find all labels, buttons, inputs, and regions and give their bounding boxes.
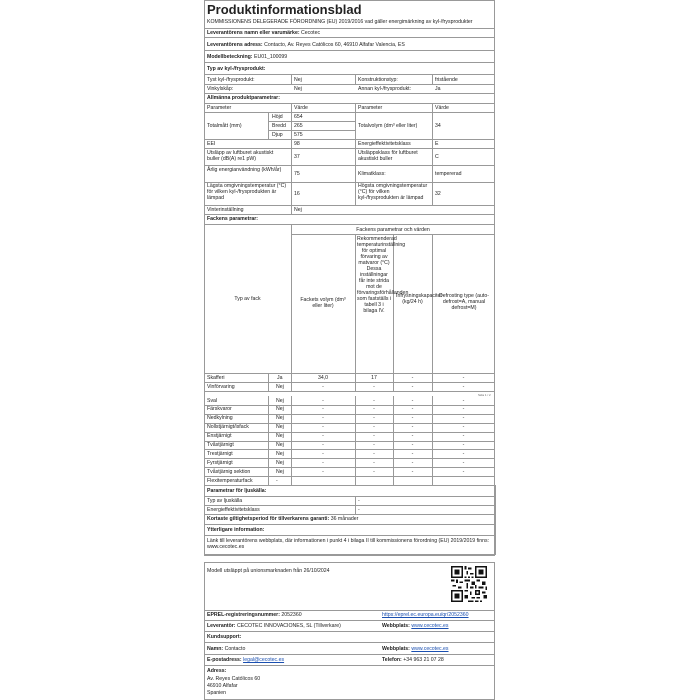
compartment-row-name: Skafferi [207, 375, 225, 381]
support-label: Kundsupport: [207, 634, 242, 640]
compartment-row-name: Nollstjärnigt/isfack [207, 424, 249, 431]
climate-class-value: tempererad [435, 171, 462, 177]
col-temperature: Rekommenderad temperaturinställning för optimal förvaring av matvaror (°C) Dessa inställningar får inte strida mot de förvaringsförhållanden som fastställs i tabell 3 i bilaga IV. [357, 236, 409, 314]
compartment-row-present: Nej [276, 433, 284, 440]
supplier-address-row: Leverantörens adress: Contacto, Av. Reyes Católicos 60, 46910 Alfafar Valencia, ES [207, 42, 405, 48]
col-divider [355, 396, 356, 485]
max-ambient-value: 32 [435, 191, 441, 197]
compartment-row-name: Enstjärnigt [207, 433, 232, 440]
compartment-row-name: Tvåstjärnig sektion [207, 468, 251, 475]
release-date: Modell utsläppt på unionsmarknaden från 26/10/2024 [207, 568, 330, 574]
compartment-row-present: - [276, 477, 278, 484]
compartment-row-value: - [462, 433, 465, 440]
light-class-value: - [358, 507, 360, 513]
noise-class-label: Utsläppsklass för luftburet akustiskt buller [358, 150, 418, 162]
compartment-row-value: - [411, 424, 414, 431]
compartment-row-present: Nej [276, 397, 284, 404]
col-divider [268, 396, 269, 485]
noise-class-value: C [435, 154, 439, 160]
compartment-row-temp: - [373, 384, 375, 390]
compartment-row-present: Nej [276, 468, 284, 475]
compartment-row-name: Tvåstjärnigt [207, 442, 234, 448]
compartment-row-value: - [322, 406, 324, 413]
total-volume-label: Totalvolym (dm³ eller liter) [358, 123, 418, 129]
type-row-2-label: Vinkylskåp: [207, 86, 234, 92]
depth-value: 575 [294, 132, 303, 138]
compartment-row-value: - [322, 468, 324, 475]
compartment-row-freeze: - [411, 384, 414, 390]
col-freezing-capacity: Infrysningskapacitet (kg/24 h) [396, 293, 442, 305]
compartment-row-value: - [373, 468, 375, 475]
total-volume-value: 34 [435, 123, 441, 129]
page-title: Produktinformationsblad [207, 2, 362, 17]
compartment-row-value: - [373, 450, 375, 457]
noise-value: 37 [294, 154, 300, 160]
compartment-row-value: - [462, 397, 465, 404]
compartment-row-present: Nej [276, 459, 284, 466]
email-row: E-postadress: legal@cecotec.es [207, 657, 285, 663]
compartment-row-value: - [322, 442, 324, 448]
compartment-row-defrost: - [462, 384, 465, 390]
max-ambient-label: Högsta omgivningstemperatur (°C) för vilken kyl-/frysprodukten är lämpad [358, 183, 428, 201]
compartment-row-value: - [462, 415, 465, 422]
regulation-subtitle: KOMMISSIONENS DELEGERADE FÖRORDNING (EU) 2019/2016 vad gäller energimärkning av kyl-/frysprodukter [207, 19, 473, 25]
light-type-label: Typ av ljuskälla [207, 498, 243, 504]
compartment-group-header: Fackens parametrar och värden [356, 227, 430, 233]
compartment-row-name: Sval [207, 397, 218, 404]
type-row-1-value: Nej [294, 77, 302, 83]
type-row-2-value: Nej [294, 86, 302, 92]
compartment-row-value: - [322, 459, 324, 466]
compartment-row-value: - [373, 424, 375, 431]
compartment-row-value: - [373, 459, 375, 466]
type-row-1-label-2: Konstruktionstyp: [358, 77, 398, 83]
supplier-website-row: Webbplats: www.cecotec.es [382, 623, 449, 629]
annual-energy-label: Årlig energianvändning (kWh/år) [207, 167, 282, 173]
supplier-block-row: Leverantör: CECOTEC INNOVACIONES, SL (Tillverkare) [207, 623, 341, 629]
phone-row: Telefon: +34 963 21 07 28 [382, 657, 444, 663]
email-link[interactable]: legal@cecotec.es [243, 657, 285, 663]
eei-value: 98 [294, 141, 300, 147]
col-divider [291, 396, 292, 485]
value-col-header: Värde [294, 105, 308, 111]
compartment-row-value: - [462, 468, 465, 475]
col-compartment-type: Typ av fack [234, 296, 261, 302]
supplier-name-row: Leverantörens namn eller varumärke: Cecotec [207, 30, 321, 36]
address-line-3: Spanien [207, 690, 227, 696]
compartment-row-value: - [411, 406, 414, 413]
compartment-row-value: - [373, 442, 375, 448]
compartment-row-present: Nej [276, 415, 284, 422]
dimensions-label: Totalmått (mm) [207, 123, 242, 129]
col-divider [393, 396, 394, 485]
value-col-header-2: Värde [435, 105, 449, 111]
compartment-row-name: Färskvaror [207, 406, 232, 413]
compartment-row-value: - [322, 397, 324, 404]
compartment-row-present: Ja [277, 375, 283, 381]
guarantee-row: Kortaste giltighetsperiod för tillverkarens garanti: 36 månader [207, 516, 359, 522]
compartment-row-present: Nej [276, 424, 284, 431]
light-class-label: Energieffektivitetsklass [207, 507, 260, 513]
winter-value: Nej [294, 207, 302, 213]
address-line-1: Av. Reyes Católicos 60 [207, 676, 261, 682]
address-line-2: 46910 Alfafar [207, 683, 238, 689]
type-row-2-label-2: Annan kyl-/frysprodukt: [358, 86, 412, 92]
compartment-row-value: - [322, 450, 324, 457]
supplier-website-link[interactable]: www.cecotec.es [411, 623, 449, 629]
page-number: Sida 1 / 2 [478, 393, 491, 397]
energy-class-label: Energieffektivitetsklass [358, 141, 411, 147]
min-ambient-value: 16 [294, 191, 300, 197]
light-type-value: - [358, 498, 360, 504]
col-divider [432, 396, 433, 485]
compartment-row-volume: - [322, 384, 324, 390]
compartment-row-value: - [373, 415, 375, 422]
compartment-row-value: - [373, 397, 375, 404]
min-ambient-label: Lägsta omgivningstemperatur (°C) för vilken kyl-/frysprodukten är lämpad [207, 183, 287, 201]
contact-name-row: Namn: Contacto [207, 646, 246, 652]
compartment-row-present: Nej [276, 384, 284, 390]
compartment-row-value: - [373, 433, 375, 440]
param-col-header-2: Parameter [358, 105, 383, 111]
compartment-row-value: - [462, 424, 465, 431]
compartment-row-value: - [462, 442, 465, 448]
compartment-row-name: Nedkylning [207, 415, 233, 422]
extra-info-text: Länk till leverantörens webbplats, där informationen i punkt 4 i bilaga II till kommissionens förordning (EU) 2019/2019 finns: www.cecotec.es [207, 538, 490, 550]
compartment-row-value: - [462, 459, 465, 466]
winter-label: Vinterinställning [207, 207, 244, 213]
compartment-row-present: Nej [276, 450, 284, 457]
compartment-header: Fackens parametrar: [207, 216, 259, 222]
compartment-row-name: Fyrstjärnigt [207, 459, 233, 466]
contact-website-row: Webbplats: www.cecotec.es [382, 646, 449, 652]
width-label: Bredd [272, 123, 286, 129]
compartment-row-temp: 17 [371, 375, 377, 381]
compartment-row-name: Vinförvaring [207, 384, 235, 390]
compartment-row-value: - [322, 433, 324, 440]
compartment-row-value: - [322, 424, 324, 431]
eprel-link[interactable]: https://eprel.ec.europa.eu/qr/2052360 [382, 612, 469, 618]
compartment-row-value: - [322, 415, 324, 422]
general-header: Allmänna produktparametrar: [207, 95, 280, 101]
height-label: Höjd [272, 114, 283, 120]
type-row-1-label: Tyst kyl-/frysprodukt: [207, 77, 255, 83]
compartment-row-value: - [411, 468, 414, 475]
compartment-row-present: Nej [276, 406, 284, 413]
compartment-row-value: - [411, 397, 414, 404]
qr-code-icon[interactable] [451, 566, 487, 602]
type-row-2-value-2: Ja [435, 86, 441, 92]
contact-website-link[interactable]: www.cecotec.es [411, 646, 449, 652]
annual-energy-value: 75 [294, 171, 300, 177]
noise-label: Utsläpp av luftburet akustiskt buller (dB(A) re1 pW) [207, 150, 274, 162]
compartment-row-value: - [411, 415, 414, 422]
compartment-row-freeze: - [411, 375, 414, 381]
compartment-row-name: Flexitemperaturfack [207, 477, 253, 484]
compartment-row-value: - [411, 459, 414, 466]
compartment-row-value: - [411, 450, 414, 457]
compartment-row-value: - [411, 433, 414, 440]
compartment-row-name: Trestjärnigt [207, 450, 233, 457]
compartment-row-defrost: - [462, 375, 465, 381]
compartment-row-value: - [411, 442, 414, 448]
type-row-1-value-2: fristående [435, 77, 458, 83]
type-header: Typ av kyl-/frysprodukt: [207, 66, 266, 72]
depth-label: Djup [272, 132, 283, 138]
climate-class-label: Klimatklass: [358, 171, 386, 177]
compartment-row-value: - [462, 406, 465, 413]
width-value: 265 [294, 123, 303, 129]
col-defrost-type: Defrosting type (auto-defrost=A, manual defrost=M) [439, 293, 489, 311]
eei-label: EEI [207, 141, 216, 147]
compartment-row-volume: 34,0 [317, 375, 329, 381]
param-col-header: Parameter [207, 105, 232, 111]
compartment-row-value: - [373, 406, 375, 413]
compartment-row-value: - [462, 450, 465, 457]
extra-info-header: Ytterligare information: [207, 527, 265, 533]
col-volume: Fackets volym (dm³ eller liter) [300, 297, 346, 309]
height-value: 654 [294, 114, 303, 120]
address-label: Adress: [207, 668, 227, 674]
compartment-row-present: Nej [276, 442, 284, 448]
energy-class-value: E [435, 141, 439, 147]
light-header: Parametrar för ljuskälla: [207, 488, 267, 494]
model-row: Modellbeteckning: EU01_100099 [207, 54, 288, 60]
eprel-row: EPREL-registreringsnummer: 2052360 [207, 612, 302, 618]
